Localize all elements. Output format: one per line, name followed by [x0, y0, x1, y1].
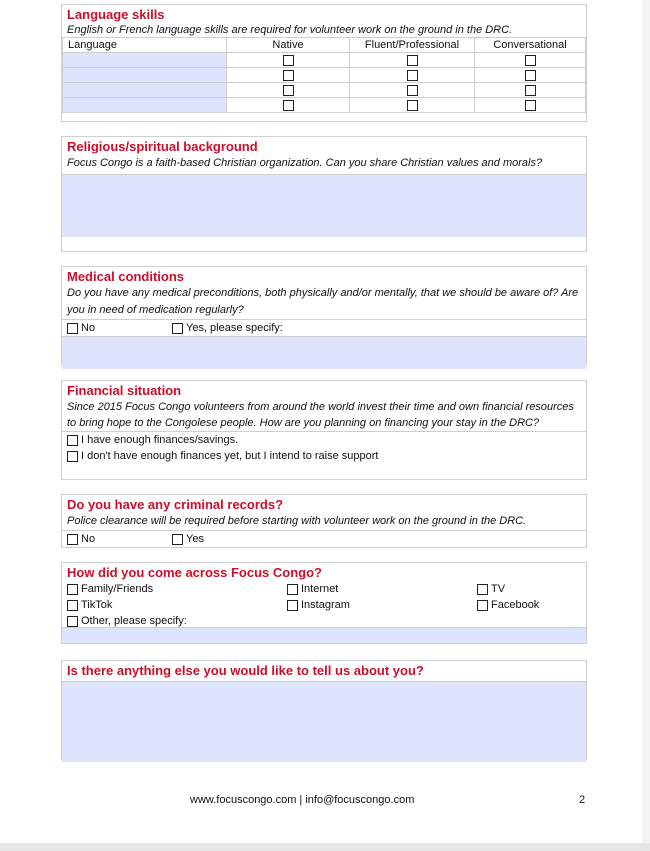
col-header-native: Native — [227, 38, 350, 53]
language-input[interactable] — [63, 98, 227, 113]
financial-raise-label: I don't have enough finances yet, but I intend to raise support — [81, 450, 379, 462]
source-section — [61, 562, 587, 644]
fluent-checkbox[interactable] — [407, 70, 418, 81]
col-header-conversational: Conversational — [475, 38, 586, 53]
financial-enough-checkbox[interactable] — [67, 435, 78, 446]
medical-section — [61, 266, 587, 366]
source-tv-option[interactable] — [477, 581, 539, 597]
medical-no-label: No — [81, 322, 96, 334]
medical-yes-label: Yes, please specify: — [186, 322, 283, 334]
criminal-yes-checkbox[interactable] — [172, 534, 183, 545]
source-tiktok-option[interactable] — [67, 597, 287, 613]
source-instagram-option[interactable] — [287, 597, 477, 613]
family-checkbox[interactable] — [67, 584, 78, 595]
native-checkbox[interactable] — [283, 100, 294, 111]
language-title: Language skills — [67, 7, 165, 22]
col-header-fluent: Fluent/Professional — [350, 38, 475, 53]
other-checkbox[interactable] — [67, 616, 78, 627]
religion-section — [61, 136, 587, 252]
tiktok-checkbox[interactable] — [67, 600, 78, 611]
financial-title: Financial situation — [67, 383, 182, 398]
instagram-label: Instagram — [301, 599, 350, 611]
medical-answer-field[interactable] — [62, 336, 586, 369]
conversational-checkbox[interactable] — [525, 85, 536, 96]
conversational-checkbox[interactable] — [525, 70, 536, 81]
criminal-no-label: No — [81, 533, 96, 545]
language-row — [63, 83, 586, 98]
source-internet-option[interactable] — [287, 581, 477, 597]
page-edge-right — [642, 0, 650, 843]
native-checkbox[interactable] — [283, 55, 294, 66]
financial-option-raise[interactable] — [67, 448, 586, 464]
facebook-label: Facebook — [491, 599, 540, 611]
criminal-no-checkbox[interactable] — [67, 534, 78, 545]
financial-desc: Since 2015 Focus Congo volunteers from around the world invest their time and own financial resources to bring hope to the Congolese people. How are you planning on financing your stay in the DRC? — [67, 401, 574, 429]
other-label: Other, please specify: — [81, 615, 187, 627]
internet-label: Internet — [301, 583, 339, 595]
language-table — [62, 37, 586, 113]
medical-no-option[interactable] — [67, 320, 172, 336]
family-label: Family/Friends — [81, 583, 154, 595]
medical-yes-checkbox[interactable] — [172, 323, 183, 334]
financial-enough-label: I have enough finances/savings. — [81, 434, 239, 446]
page-number: 2 — [579, 794, 586, 806]
religion-answer-field[interactable] — [62, 174, 586, 237]
language-section — [61, 4, 587, 122]
medical-desc: Do you have any medical preconditions, both physically and/or mentally, that we should be aware of? Are you in need of medication regularly? — [67, 287, 579, 316]
fluent-checkbox[interactable] — [407, 85, 418, 96]
medical-title: Medical conditions — [67, 269, 185, 284]
language-row — [63, 53, 586, 68]
native-checkbox[interactable] — [283, 70, 294, 81]
religion-title: Religious/spiritual background — [67, 139, 258, 154]
financial-option-enough[interactable] — [67, 432, 586, 448]
language-input[interactable] — [63, 68, 227, 83]
extra-answer-field[interactable] — [62, 681, 586, 762]
tv-checkbox[interactable] — [477, 584, 488, 595]
source-title: How did you come across Focus Congo? — [67, 565, 322, 580]
page-edge-bottom — [0, 843, 650, 851]
extra-section — [61, 660, 587, 760]
fluent-checkbox[interactable] — [407, 100, 418, 111]
criminal-desc: Police clearance will be required before starting with volunteer work on the ground in the DRC. — [67, 515, 527, 527]
source-facebook-option[interactable] — [477, 597, 539, 613]
native-checkbox[interactable] — [283, 85, 294, 96]
criminal-yes-option[interactable] — [172, 531, 204, 547]
source-family-option[interactable] — [67, 581, 287, 597]
tv-label: TV — [491, 583, 506, 595]
extra-title: Is there anything else you would like to tell us about you? — [67, 663, 424, 678]
source-other-field[interactable] — [62, 627, 586, 643]
instagram-checkbox[interactable] — [287, 600, 298, 611]
criminal-yes-label: Yes — [186, 533, 204, 545]
conversational-checkbox[interactable] — [525, 55, 536, 66]
medical-yes-option[interactable] — [172, 320, 283, 336]
language-input[interactable] — [63, 83, 227, 98]
col-header-language: Language — [63, 38, 227, 53]
financial-section — [61, 380, 587, 480]
language-row — [63, 98, 586, 113]
internet-checkbox[interactable] — [287, 584, 298, 595]
criminal-title: Do you have any criminal records? — [67, 497, 284, 512]
language-row — [63, 68, 586, 83]
language-input[interactable] — [63, 53, 227, 68]
language-desc: English or French language skills are required for volunteer work on the ground in the DRC. — [67, 24, 513, 36]
facebook-checkbox[interactable] — [477, 600, 488, 611]
footer-contact: www.focuscongo.com | info@focuscongo.com — [190, 794, 415, 806]
religion-desc: Focus Congo is a faith-based Christian organization. Can you share Christian values and morals? — [67, 157, 543, 169]
conversational-checkbox[interactable] — [525, 100, 536, 111]
criminal-section — [61, 494, 587, 548]
tiktok-label: TikTok — [81, 599, 113, 611]
criminal-no-option[interactable] — [67, 531, 172, 547]
fluent-checkbox[interactable] — [407, 55, 418, 66]
financial-raise-checkbox[interactable] — [67, 451, 78, 462]
medical-no-checkbox[interactable] — [67, 323, 78, 334]
